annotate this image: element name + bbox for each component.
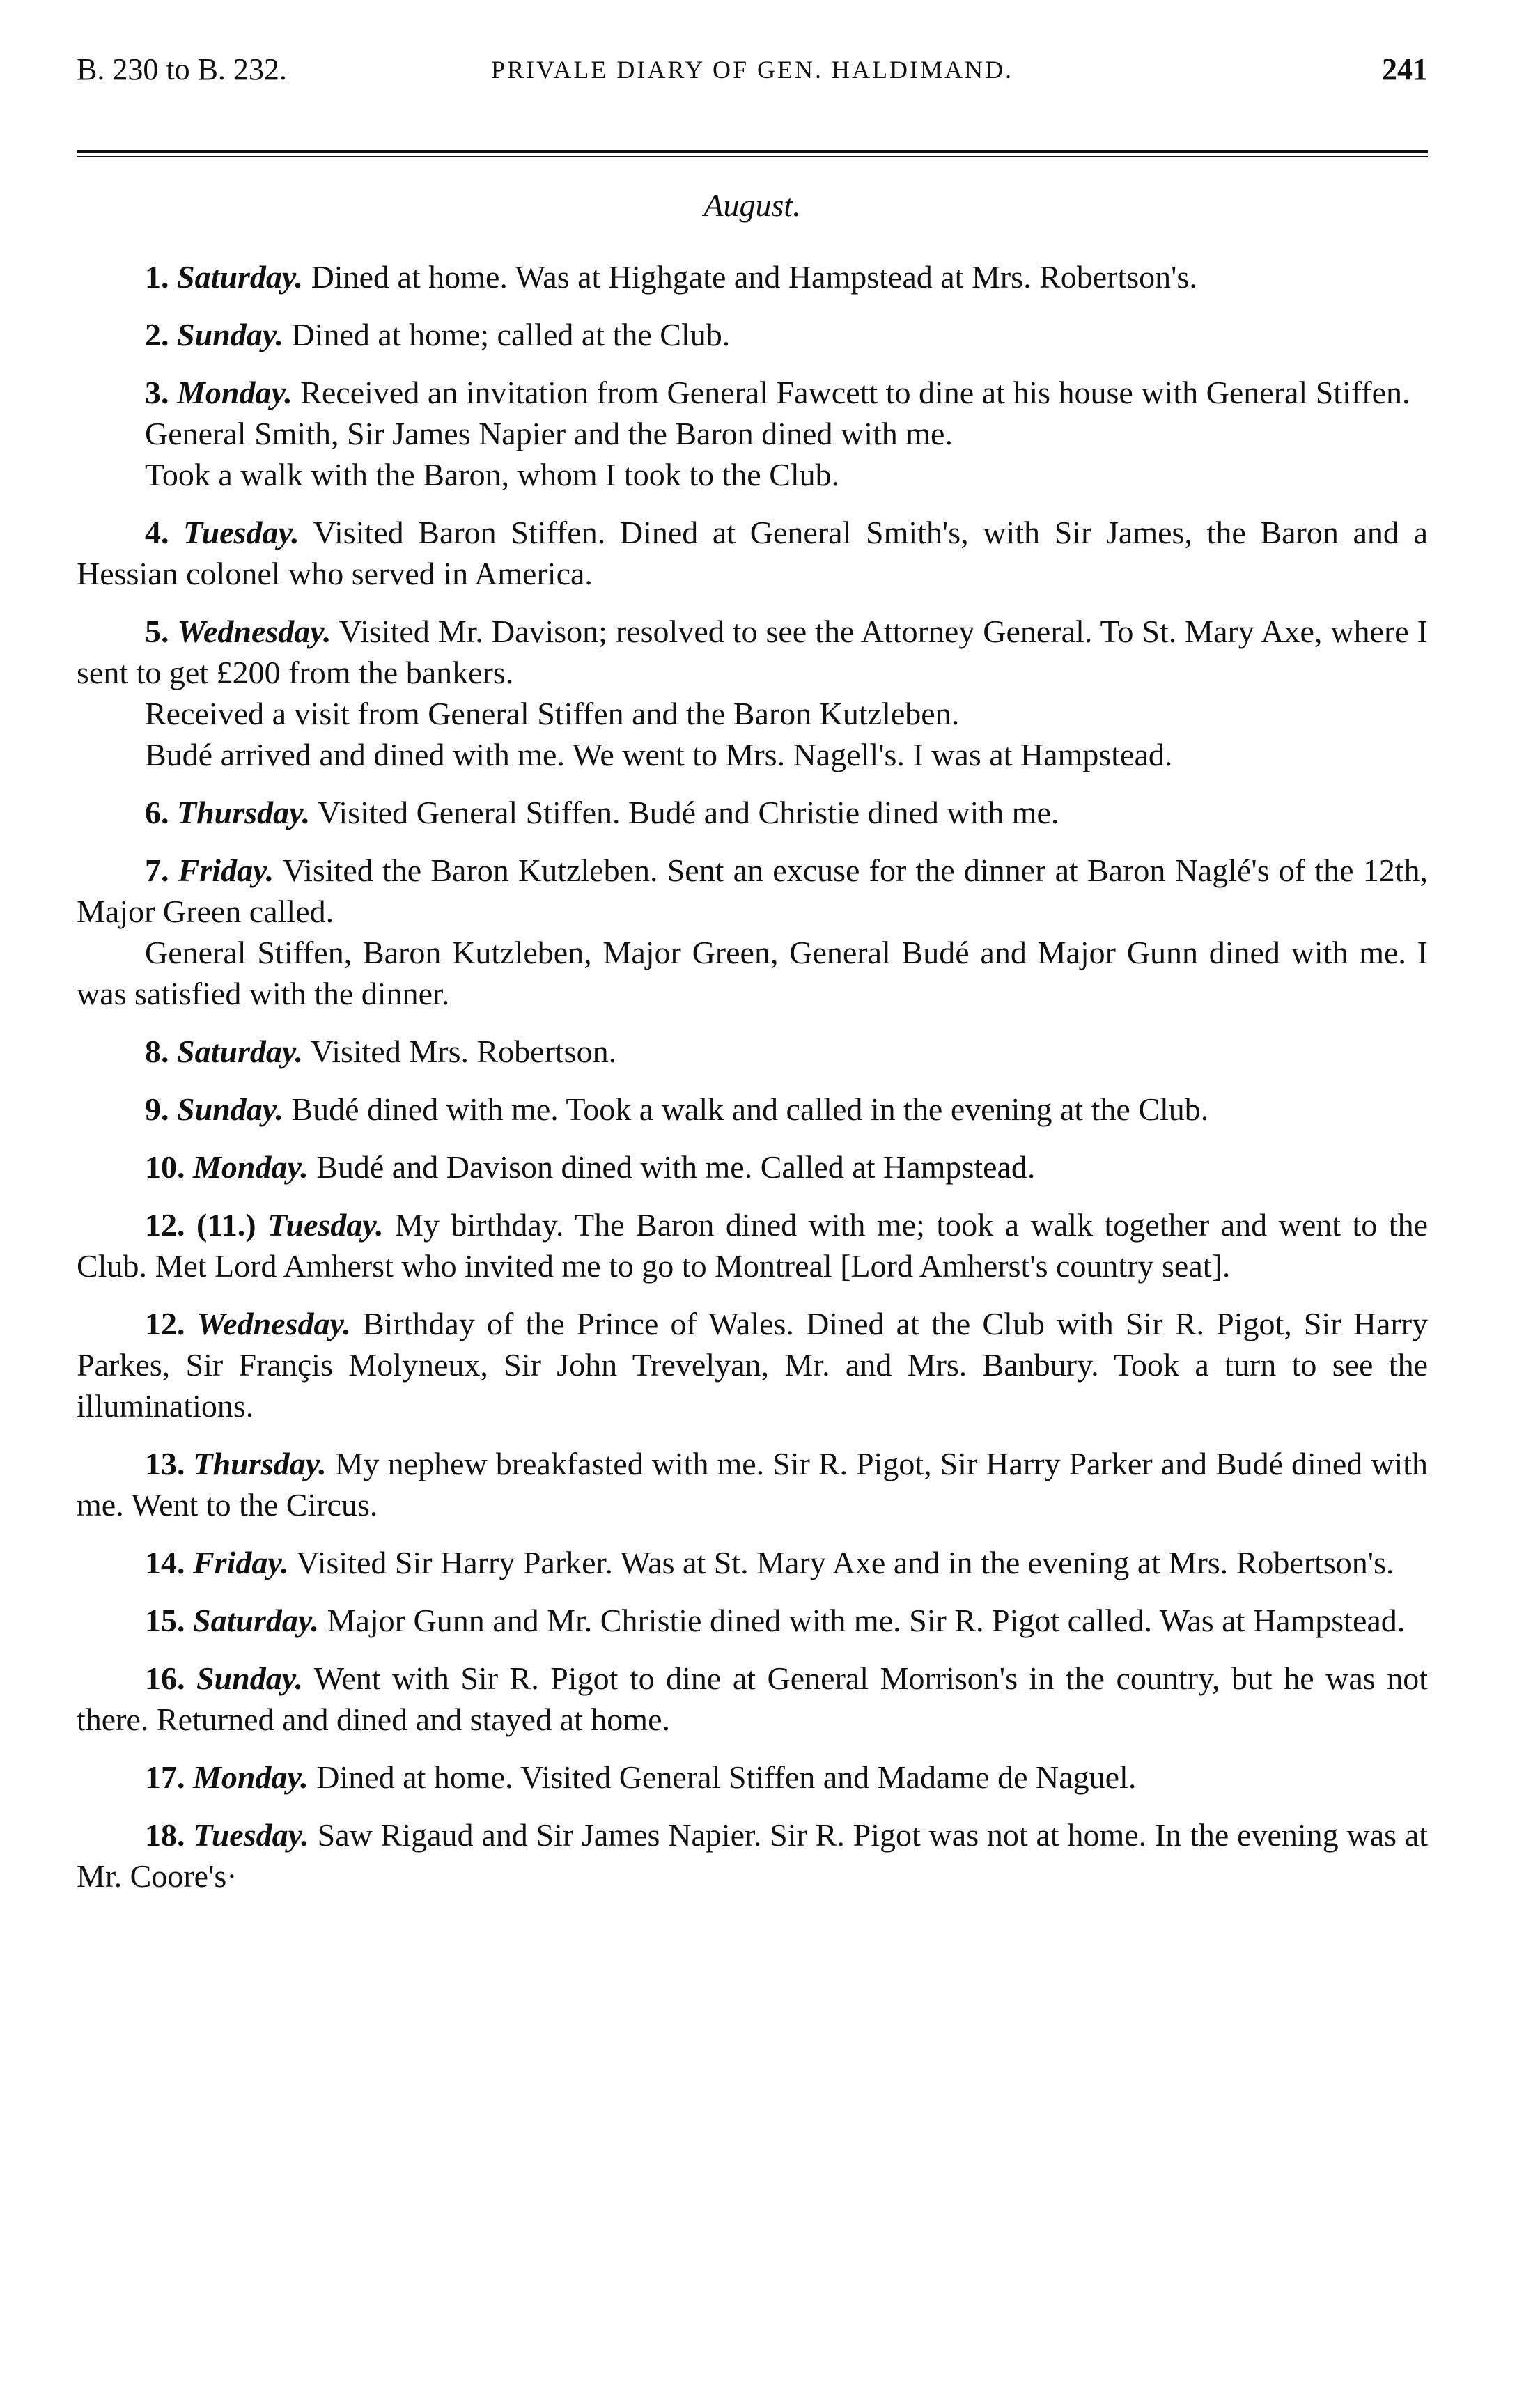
entry-weekday: Friday.: [193, 1545, 289, 1580]
diary-entry: [77, 1443, 1428, 1525]
entry-weekday: Thursday.: [193, 1446, 327, 1481]
diary-entry: [77, 1600, 1428, 1641]
entry-text: Budé arrived and dined with me. We went to Mrs. Nagell's. I was at Hampstead.: [145, 737, 1173, 772]
entry-text: Budé and Davison dined with me. Called at Hampstead.: [316, 1149, 1036, 1185]
entry-weekday: Sunday.: [177, 1091, 283, 1127]
diary-entry-continuation: [77, 693, 1428, 734]
diary-entry: [77, 1303, 1428, 1426]
entry-text: General Smith, Sir James Napier and the Baron dined with me.: [145, 416, 953, 451]
diary-entry: [77, 1658, 1428, 1740]
entry-text: Took a walk with the Baron, whom I took to the Club.: [145, 457, 840, 492]
diary-entry-continuation: [77, 413, 1428, 454]
entry-weekday: Monday.: [177, 375, 293, 410]
diary-entry-continuation: [77, 734, 1428, 775]
entry-weekday: Monday.: [193, 1759, 309, 1795]
entry-weekday: Saturday.: [177, 1034, 304, 1069]
diary-entry: [77, 1757, 1428, 1798]
entry-text: Visited General Stiffen. Budé and Christie dined with me.: [317, 795, 1059, 830]
entry-text: Dined at home. Was at Highgate and Hampstead at Mrs. Robertson's.: [311, 259, 1197, 295]
entry-date: 7.: [145, 853, 169, 888]
entry-date: 6.: [145, 795, 169, 830]
diary-entry-continuation: [77, 454, 1428, 495]
entry-weekday: Sunday.: [177, 317, 283, 352]
diary-entry: [77, 1204, 1428, 1286]
entry-text: Went with Sir R. Pigot to dine at General Morrison's in the country, but he was not there. Returned and dined and stayed at home.: [77, 1660, 1428, 1737]
entry-weekday: Tuesday.: [183, 515, 300, 550]
entry-text: Saw Rigaud and Sir James Napier. Sir R. Pigot was not at home. In the evening was at Mr. Coore's·: [77, 1817, 1429, 1894]
entry-date: 1.: [145, 259, 169, 295]
entry-weekday: Tuesday.: [267, 1207, 384, 1243]
entry-date: 12.: [145, 1306, 185, 1341]
running-head: [77, 42, 1428, 98]
entry-text: Major Gunn and Mr. Christie dined with me. Sir R. Pigot called. Was at Hampstead.: [327, 1603, 1406, 1638]
entry-text: Visited Mrs. Robertson.: [310, 1034, 617, 1069]
diary-entry: [77, 792, 1428, 833]
entry-date: 13.: [145, 1446, 185, 1481]
entry-text: Visited Baron Stiffen. Dined at General Smith's, with Sir James, the Baron and a Hessian colonel who served in America.: [77, 515, 1429, 591]
header-rule: [77, 150, 1428, 153]
entry-date: 10.: [145, 1149, 185, 1185]
page-number: 241: [1382, 52, 1428, 86]
entry-weekday: Wednesday.: [177, 614, 332, 649]
diary-entry: [77, 1089, 1428, 1130]
diary-entries: [77, 256, 1428, 1897]
entry-text: Received an invitation from General Fawcett to dine at his house with General Stiffen.: [300, 375, 1410, 410]
diary-entry: [77, 372, 1428, 413]
entry-text: General Stiffen, Baron Kutzleben, Major Green, General Budé and Major Gunn dined with me. I was satisfied with the dinner.: [77, 935, 1428, 1011]
entry-text: Visited Mr. Davison; resolved to see the Attorney General. To St. Mary Axe, where I sent to get £200 from the bankers.: [77, 614, 1428, 690]
entry-weekday: Saturday.: [193, 1603, 320, 1638]
entry-date: 2.: [145, 317, 169, 352]
entry-text: Visited Sir Harry Parker. Was at St. Mary Axe and in the evening at Mrs. Robertson's.: [296, 1545, 1394, 1580]
entry-date: 12. (11.): [145, 1207, 256, 1243]
entry-text: Visited the Baron Kutzleben. Sent an excuse for the dinner at Baron Naglé's of the 12th, Major Green called.: [77, 853, 1429, 929]
entry-weekday: Wednesday.: [196, 1306, 351, 1341]
entry-date: 4.: [145, 515, 169, 550]
running-title: PRIVALE DIARY OF GEN. HALDIMAND.: [490, 56, 1013, 84]
entry-date: 17.: [145, 1759, 185, 1795]
diary-entry: [77, 1542, 1428, 1583]
book-page: [77, 42, 1428, 2368]
entry-date: 3.: [145, 375, 169, 410]
diary-entry-continuation: [77, 932, 1428, 1014]
entry-text: Birthday of the Prince of Wales. Dined at the Club with Sir R. Pigot, Sir Harry Parkes, Sir Françis Molyneux, Sir John Trevelyan, Mr. and Mrs. Banbury. Took a turn to see the illuminations.: [77, 1306, 1429, 1424]
entry-date: 18.: [145, 1817, 185, 1853]
entry-text: Dined at home. Visited General Stiffen and Madame de Naguel.: [316, 1759, 1137, 1795]
diary-entry: [77, 1031, 1428, 1072]
entry-weekday: Tuesday.: [193, 1817, 309, 1853]
month-heading: August.: [703, 187, 801, 223]
diary-entry: [77, 314, 1428, 355]
diary-entry: [77, 1146, 1428, 1188]
entry-weekday: Thursday.: [177, 795, 311, 830]
diary-entry: [77, 1814, 1428, 1897]
header-rule-thin: [77, 156, 1428, 157]
diary-entry: [77, 850, 1428, 932]
entry-date: 8.: [145, 1034, 169, 1069]
diary-entry: [77, 611, 1428, 693]
entry-date: 5.: [145, 614, 169, 649]
entry-date: 14.: [145, 1545, 185, 1580]
diary-entry: [77, 256, 1428, 297]
entry-text: Budé dined with me. Took a walk and called in the evening at the Club.: [291, 1091, 1209, 1127]
document-reference: B. 230 to B. 232.: [77, 52, 287, 86]
entry-date: 15.: [145, 1603, 185, 1638]
entry-text: My nephew breakfasted with me. Sir R. Pigot, Sir Harry Parker and Budé dined with me. Went to the Circus.: [77, 1446, 1429, 1523]
entry-weekday: Saturday.: [177, 259, 304, 295]
entry-weekday: Monday.: [193, 1149, 309, 1185]
entry-text: Dined at home; called at the Club.: [291, 317, 731, 352]
entry-weekday: Friday.: [178, 853, 274, 888]
diary-entry: [77, 512, 1428, 594]
entry-text: My birthday. The Baron dined with me; took a walk together and went to the Club. Met Lord Amherst who invited me to go to Montreal [Lord Amherst's country seat].: [77, 1207, 1429, 1284]
entry-text: Received a visit from General Stiffen and the Baron Kutzleben.: [145, 696, 960, 731]
entry-date: 16.: [145, 1660, 185, 1696]
entry-weekday: Sunday.: [196, 1660, 303, 1696]
entry-date: 9.: [145, 1091, 169, 1127]
